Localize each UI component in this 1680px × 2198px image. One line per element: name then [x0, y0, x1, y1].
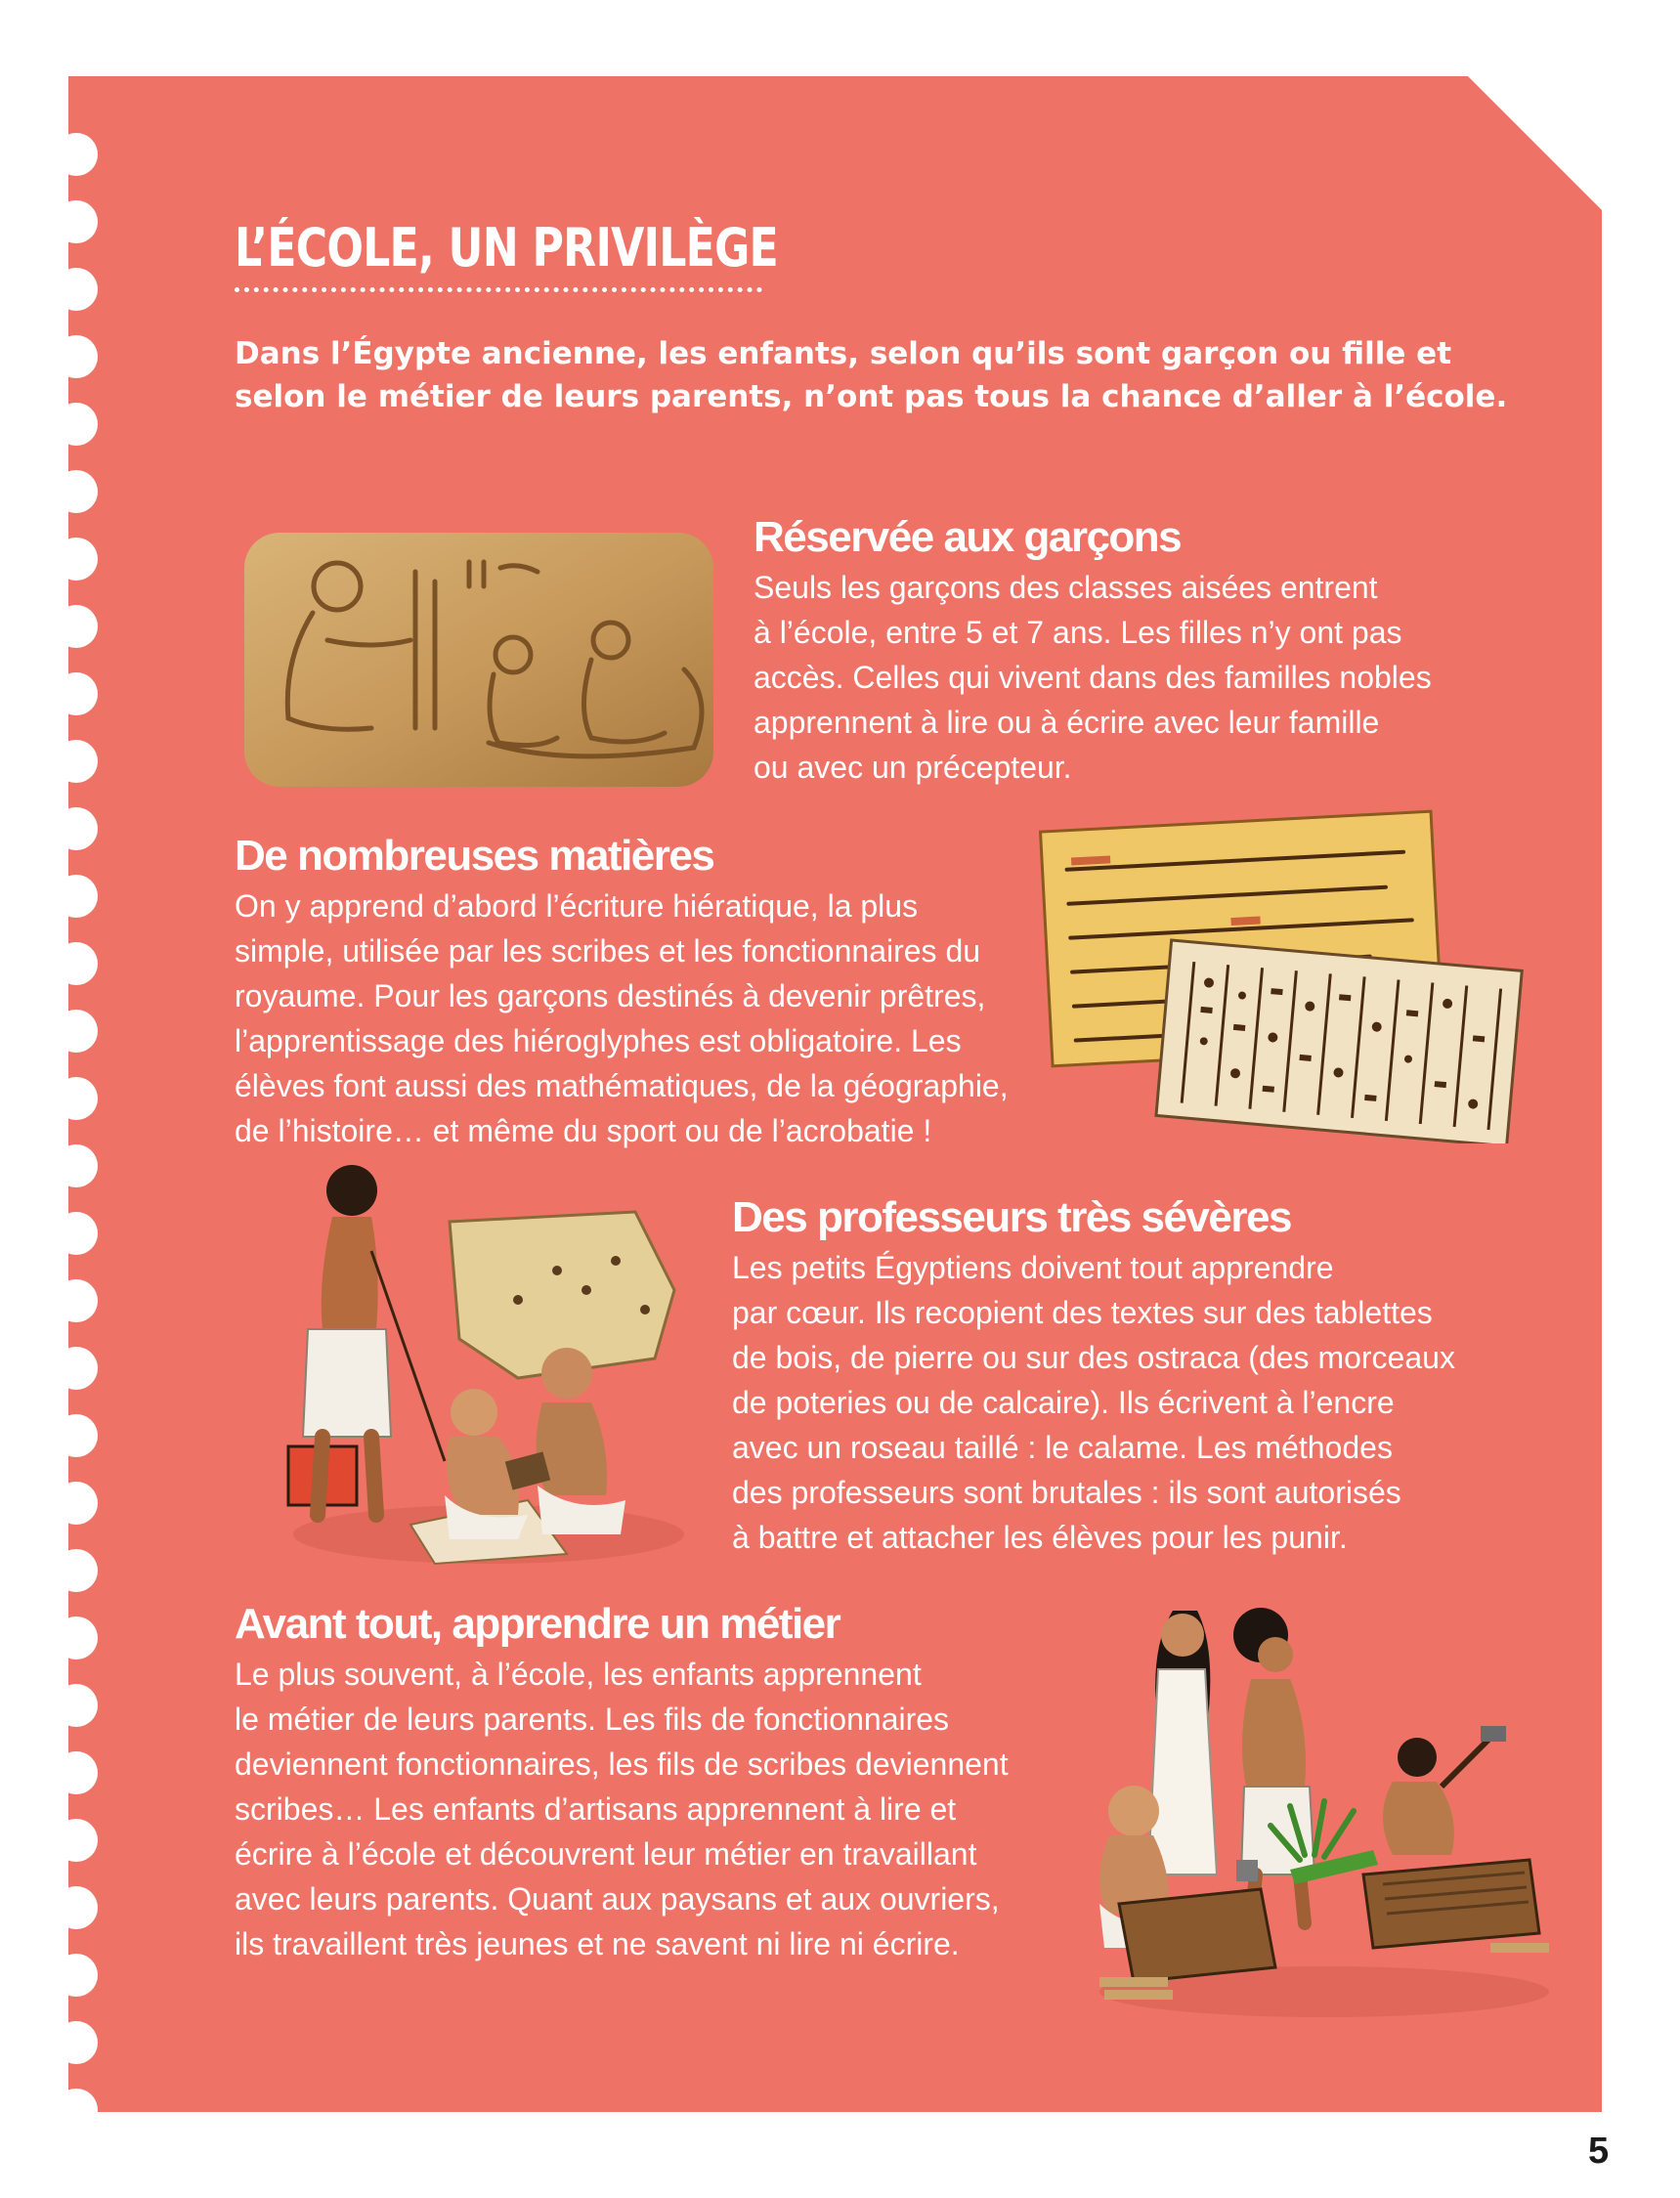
- binding-hole: [55, 605, 98, 648]
- text-line: à l’école, entre 5 et 7 ans. Les filles n’y ont pas: [754, 615, 1402, 650]
- binding-hole: [55, 875, 98, 918]
- binding-hole: [55, 1279, 98, 1322]
- text-line: élèves font aussi des mathématiques, de la géographie,: [235, 1068, 1009, 1103]
- section-body: [235, 884, 1009, 1153]
- binding-hole: [55, 1886, 98, 1929]
- text-line: royaume. Pour les garçons destinés à devenir prêtres,: [235, 978, 986, 1013]
- page-number: 5: [1588, 2131, 1610, 2172]
- binding-hole: [55, 1819, 98, 1862]
- text-line: avec un roseau taillé : le calame. Les méthodes: [732, 1430, 1393, 1465]
- stone-relief-scribes-illustration: [244, 533, 713, 787]
- section-subjects: [235, 829, 1009, 1153]
- intro-line: Dans l’Égypte ancienne, les enfants, selon qu’ils sont garçon ou fille et: [235, 336, 1452, 371]
- binding-hole: [55, 133, 98, 176]
- artisans-workshop-illustration: [1080, 1591, 1559, 2021]
- binding-hole: [55, 1616, 98, 1659]
- text-line: de bois, de pierre ou sur des ostraca (des morceaux: [732, 1340, 1455, 1375]
- binding-hole: [55, 268, 98, 311]
- text-line: Le plus souvent, à l’école, les enfants apprennent: [235, 1657, 922, 1692]
- text-line: par cœur. Ils recopient des textes sur des tablettes: [732, 1295, 1433, 1330]
- binding-hole: [55, 1549, 98, 1592]
- binding-hole: [55, 403, 98, 446]
- binding-hole: [55, 1347, 98, 1390]
- binding-hole: [55, 1077, 98, 1120]
- text-line: apprennent à lire ou à écrire avec leur famille: [754, 705, 1380, 740]
- binding-hole: [55, 200, 98, 243]
- text-line: écrire à l’école et découvrent leur métier en travaillant: [235, 1836, 977, 1872]
- text-line: On y apprend d’abord l’écriture hiératique, la plus: [235, 888, 919, 924]
- binding-hole: [55, 1010, 98, 1053]
- binding-hole: [55, 807, 98, 850]
- text-line: de poteries ou de calcaire). Ils écrivent à l’encre: [732, 1385, 1395, 1420]
- papyrus-hieroglyphs-illustration: [1036, 801, 1525, 1143]
- section-learn-a-trade: [235, 1597, 1009, 1966]
- section-boys-only: [754, 510, 1432, 790]
- section-heading: Des professeurs très sévères: [732, 1193, 1291, 1241]
- text-line: le métier de leurs parents. Les fils de fonctionnaires: [235, 1702, 950, 1737]
- section-heading: Avant tout, apprendre un métier: [235, 1600, 840, 1648]
- binding-hole: [55, 1954, 98, 1997]
- binding-hole: [55, 1212, 98, 1255]
- text-line: accès. Celles qui vivent dans des familles nobles: [754, 660, 1432, 695]
- binding-hole: [55, 1414, 98, 1457]
- binding-hole: [55, 1482, 98, 1525]
- section-strict-teachers: [732, 1190, 1455, 1560]
- binding-hole: [55, 2021, 98, 2064]
- section-body: [754, 565, 1432, 790]
- text-line: Les petits Égyptiens doivent tout apprendre: [732, 1250, 1334, 1285]
- binding-hole: [55, 470, 98, 513]
- intro-line: selon le métier de leurs parents, n’ont pas tous la chance d’aller à l’école.: [235, 379, 1508, 414]
- binding-hole: [55, 1144, 98, 1187]
- text-line: ils travaillent très jeunes et ne savent ni lire ni écrire.: [235, 1926, 960, 1961]
- text-line: simple, utilisée par les scribes et les fonctionnaires du: [235, 933, 981, 969]
- text-line: de l’histoire… et même du sport ou de l’acrobatie !: [235, 1113, 932, 1148]
- binding-hole: [55, 538, 98, 581]
- text-line: l’apprentissage des hiéroglyphes est obligatoire. Les: [235, 1023, 962, 1058]
- text-line: Seuls les garçons des classes aisées entrent: [754, 570, 1378, 605]
- binding-hole: [55, 672, 98, 715]
- binding-hole: [55, 2089, 98, 2132]
- text-line: deviennent fonctionnaires, les fils de scribes deviennent: [235, 1746, 1009, 1782]
- text-line: avec leurs parents. Quant aux paysans et aux ouvriers,: [235, 1881, 1000, 1917]
- intro-paragraph: [235, 332, 1534, 418]
- binding-hole: [55, 1684, 98, 1727]
- text-line: à battre et attacher les élèves pour les punir.: [732, 1520, 1348, 1555]
- page-title: L’ÉCOLE, UN PRIVILÈGE: [235, 217, 778, 279]
- text-line: scribes… Les enfants d’artisans apprennent à lire et: [235, 1791, 957, 1827]
- text-line: des professeurs sont brutales : ils sont autorisés: [732, 1475, 1401, 1510]
- section-body: [235, 1652, 1009, 1966]
- section-body: [732, 1245, 1455, 1560]
- section-heading: De nombreuses matières: [235, 832, 714, 880]
- teacher-and-pupils-illustration: [264, 1163, 694, 1573]
- binding-hole: [55, 942, 98, 985]
- binding-hole: [55, 335, 98, 378]
- binding-hole: [55, 740, 98, 783]
- binding-hole: [55, 1751, 98, 1794]
- section-heading: Réservée aux garçons: [754, 513, 1182, 561]
- text-line: ou avec un précepteur.: [754, 750, 1072, 785]
- title-underline: [235, 287, 762, 292]
